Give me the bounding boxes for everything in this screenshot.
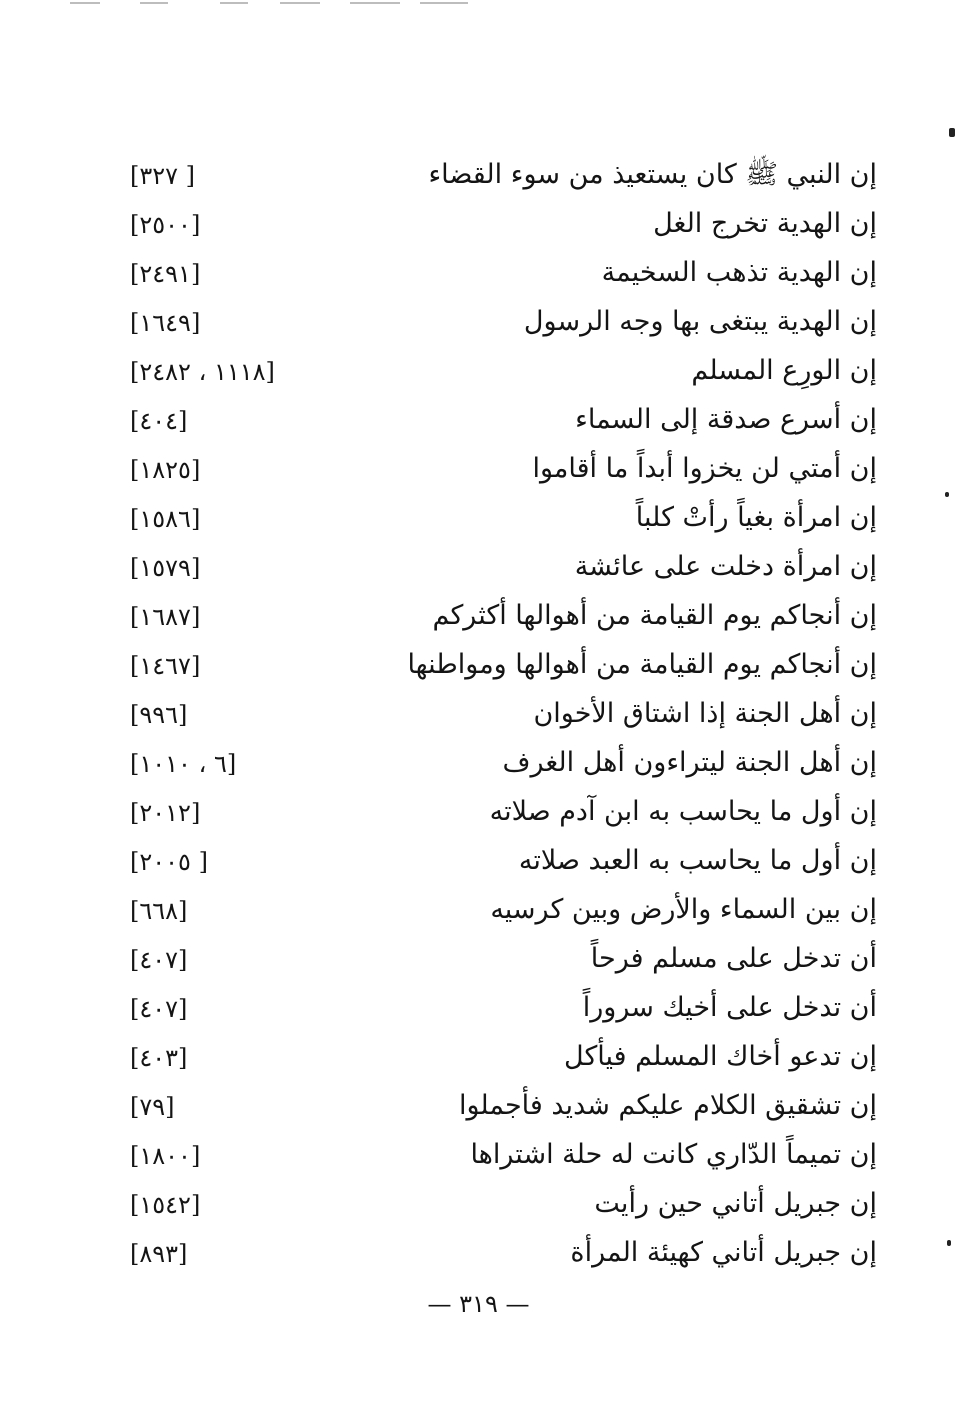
entry-reference: [٤٠٣] [130,1044,188,1072]
entry-reference: [٢٠٠٥ ] [130,848,208,876]
index-entry [0,200,957,249]
entry-reference: [١٤٦٧] [130,652,201,680]
entry-text: إن أنجاكم يوم القيامة من أهوالها ومواطنها [407,649,877,680]
index-entry [0,1033,957,1082]
entry-reference: [٤٠٤] [130,407,188,435]
entry-text: إن أهل الجنة ليتراءون أهل الغرف [502,747,877,778]
entry-text: إن الهدية يبتغى بها وجه الرسول [523,306,877,337]
entry-reference: [٦ ، ١٠١٠] [130,750,237,778]
entry-reference: [٩٩٦] [130,701,188,729]
entry-reference: [٢٤٩١] [130,260,201,288]
entry-text: إن أسرع صدقة إلى السماء [575,404,877,435]
entry-reference: [٣٢٧ ] [130,162,196,190]
entry-text: إن أمتي لن يخزوا أبداً ما أقاموا [532,453,877,484]
entry-reference: [١٦٤٩] [130,309,201,337]
entry-reference: [١٨٢٥] [130,456,201,484]
entry-text: إن امرأة دخلت على عائشة [574,551,877,582]
entry-text: إن أول ما يحاسب به ابن آدم صلاته [489,796,877,827]
index-entry [0,396,957,445]
index-entry [0,445,957,494]
index-entry [0,1229,957,1278]
entry-text: أن تدخل على مسلم فرحاً [590,943,877,974]
entry-text: إن الورِع المسلم [691,355,877,386]
index-entry [0,1082,957,1131]
entry-reference: [٧٩] [130,1093,175,1121]
entry-reference: [٤٠٧] [130,946,188,974]
index-entry [0,347,957,396]
margin-mark [949,128,955,137]
entry-text: إن أنجاكم يوم القيامة من أهوالها أكثركم [432,600,877,631]
index-entry [0,886,957,935]
entry-text: إن الهدية تذهب السخيمة [601,257,877,288]
entry-reference: [٦٦٨] [130,897,188,925]
entry-reference: [٢٥٠٠] [130,211,201,239]
entry-text: إن جبريل أتاني حين رأيت [594,1188,877,1219]
entry-text: إن تدعو أخاك المسلم فيأكل [564,1041,877,1072]
entry-reference: [١١١٨ ، ٢٤٨٢] [130,358,275,386]
index-entry [0,984,957,1033]
entry-text: إن تميماً الدّاري كانت له حلة اشتراها [470,1139,877,1170]
entry-reference: [١٥٤٢] [130,1191,201,1219]
index-entry [0,249,957,298]
index-entry [0,151,957,200]
entry-reference: [١٥٧٩] [130,554,201,582]
entry-text: إن جبريل أتاني كهيئة المرأة [570,1237,877,1268]
scan-top-marks [60,0,480,8]
index-entry [0,788,957,837]
entry-reference: [١٨٠٠] [130,1142,201,1170]
page-number: — ٣١٩ — [427,1290,530,1318]
entry-reference: [٤٠٧] [130,995,188,1023]
index-entry [0,690,957,739]
entry-reference: [٢٠١٢] [130,799,201,827]
entry-text: إن امرأة بغياً رأتْ كلباً [635,502,877,533]
entry-text: إن أهل الجنة إذا اشتاق الأخوان [533,698,877,729]
index-entry [0,298,957,347]
entry-text: إن الهدية تخرج الغل [653,208,877,239]
entry-reference: [١٥٨٦] [130,505,201,533]
entry-reference: [٨٩٣] [130,1240,188,1268]
entry-text: إن أول ما يحاسب به العبد صلاته [518,845,877,876]
entry-text: إن تشقيق الكلام عليكم شديد فأجملوا [458,1090,877,1121]
index-entry [0,1180,957,1229]
index-entry [0,837,957,886]
index-entry [0,739,957,788]
entry-text: أن تدخل على أخيك سروراً [582,992,877,1023]
hadith-index-list [0,151,957,1278]
index-entry [0,935,957,984]
index-entry [0,641,957,690]
index-entry [0,543,957,592]
index-entry [0,1131,957,1180]
entry-text: إن النبي ﷺ كان يستعيذ من سوء القضاء [428,159,877,190]
index-entry [0,494,957,543]
entry-reference: [١٦٨٧] [130,603,201,631]
entry-text: إن بين السماء والأرض وبين كرسيه [490,894,877,925]
index-entry [0,592,957,641]
